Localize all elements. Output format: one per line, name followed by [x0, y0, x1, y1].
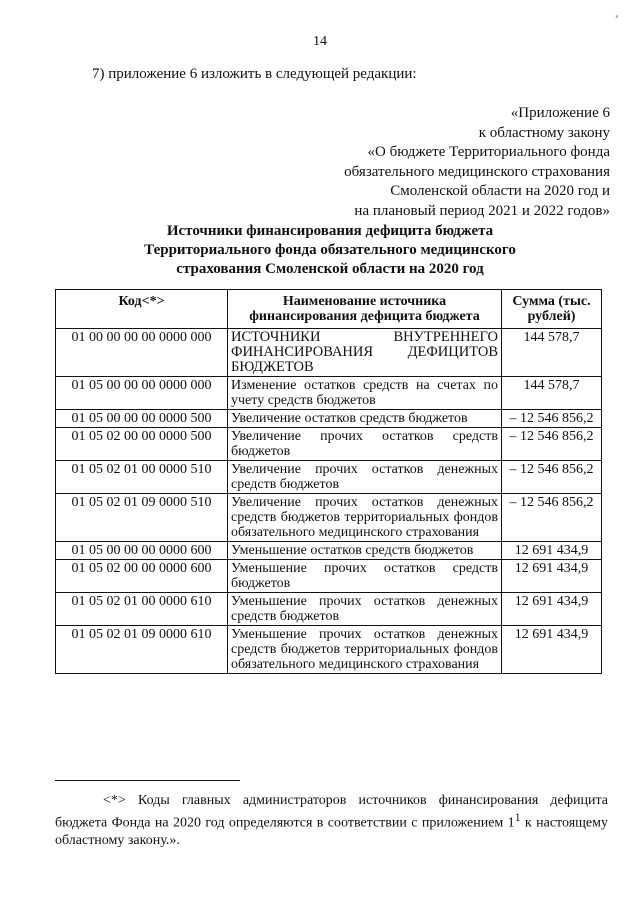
- annex-header-line: к областному закону: [478, 124, 610, 141]
- table-row: [56, 560, 602, 593]
- title-line: Территориального фонда обязательного медицинского: [144, 242, 516, 258]
- header-name: Наименование источника финансирования дефицита бюджета: [228, 290, 502, 329]
- table-row: [56, 593, 602, 626]
- row-name: Увеличение прочих остатков денежных средств бюджетов: [228, 461, 502, 494]
- table-row: [56, 329, 602, 377]
- footnote-superscript: 1: [514, 811, 521, 824]
- table-row: [56, 410, 602, 428]
- row-code: 01 05 02 01 00 0000 610: [56, 593, 228, 626]
- row-code: 01 05 00 00 00 0000 600: [56, 542, 228, 560]
- row-name: Увеличение остатков средств бюджетов: [228, 410, 502, 428]
- annex-header-line: обязательного медицинского страхования: [344, 163, 610, 180]
- table-header-row: [56, 290, 602, 329]
- row-sum: 12 691 434,9: [502, 593, 602, 626]
- row-sum: – 12 546 856,2: [502, 494, 602, 542]
- row-name: Изменение остатков средств на счетах по учету средств бюджетов: [228, 377, 502, 410]
- row-name: Уменьшение прочих остатков средств бюджетов: [228, 560, 502, 593]
- row-sum: – 12 546 856,2: [502, 461, 602, 494]
- header-sum: Сумма (тыс. рублей): [502, 290, 602, 329]
- row-code: 01 05 02 01 09 0000 510: [56, 494, 228, 542]
- row-name: Увеличение прочих остатков средств бюджетов: [228, 428, 502, 461]
- annex-header-line: «О бюджете Территориального фонда: [367, 144, 610, 160]
- row-sum: 12 691 434,9: [502, 542, 602, 560]
- footnote: [55, 792, 608, 849]
- table-row: [56, 494, 602, 542]
- page-number: 14: [313, 34, 327, 49]
- annex-header-line: Смоленской области на 2020 год и: [390, 183, 610, 199]
- table-row: [56, 542, 602, 560]
- row-sum: 12 691 434,9: [502, 560, 602, 593]
- row-code: 01 05 02 00 00 0000 500: [56, 428, 228, 461]
- row-sum: – 12 546 856,2: [502, 428, 602, 461]
- row-sum: 12 691 434,9: [502, 626, 602, 674]
- row-name: Увеличение прочих остатков денежных средств бюджетов территориальных фондов обязательного медицинского страхования: [228, 494, 502, 542]
- row-code: 01 00 00 00 00 0000 000: [56, 329, 228, 377]
- row-code: 01 05 00 00 00 0000 500: [56, 410, 228, 428]
- table-row: [56, 626, 602, 674]
- row-sum: – 12 546 856,2: [502, 410, 602, 428]
- row-name: Уменьшение прочих остатков денежных средств бюджетов территориальных фондов обязательного медицинского страхования: [228, 626, 502, 674]
- table-row: [56, 428, 602, 461]
- document-title: [40, 222, 620, 279]
- row-code: 01 05 00 00 00 0000 000: [56, 377, 228, 410]
- corner-mark: ˢ: [615, 12, 618, 24]
- financing-sources-table: [55, 289, 602, 674]
- footnote-divider: [55, 780, 240, 781]
- annex-header-line: на плановый период 2021 и 2022 годов»: [354, 202, 610, 219]
- row-name: Уменьшение остатков средств бюджетов: [228, 542, 502, 560]
- row-name: Уменьшение прочих остатков денежных средств бюджетов: [228, 593, 502, 626]
- table-row: [56, 461, 602, 494]
- row-code: 01 05 02 00 00 0000 600: [56, 560, 228, 593]
- annex-header-line: «Приложение 6: [510, 105, 610, 121]
- footnote-text: <*> Коды главных администраторов источников финансирования дефицита бюджета Фонда на 2020 год определяются в соответствии с приложением 1: [55, 793, 608, 831]
- table-row: [56, 377, 602, 410]
- annex-header: [344, 104, 610, 221]
- header-code: Код<*>: [56, 290, 228, 329]
- title-line: страхования Смоленской области на 2020 год: [176, 261, 484, 277]
- row-code: 01 05 02 01 09 0000 610: [56, 626, 228, 674]
- title-line: Источники финансирования дефицита бюджета: [166, 223, 494, 239]
- row-code: 01 05 02 01 00 0000 510: [56, 461, 228, 494]
- intro-text: 7) приложение 6 изложить в следующей редакции:: [92, 66, 417, 82]
- row-sum: 144 578,7: [502, 329, 602, 377]
- row-name: ИСТОЧНИКИ ВНУТРЕННЕГО ФИНАНСИРОВАНИЯ ДЕФИЦИТОВ БЮДЖЕТОВ: [228, 329, 502, 377]
- footnote-text-end: к настоящему областному закону.».: [55, 815, 608, 848]
- row-sum: 144 578,7: [502, 377, 602, 410]
